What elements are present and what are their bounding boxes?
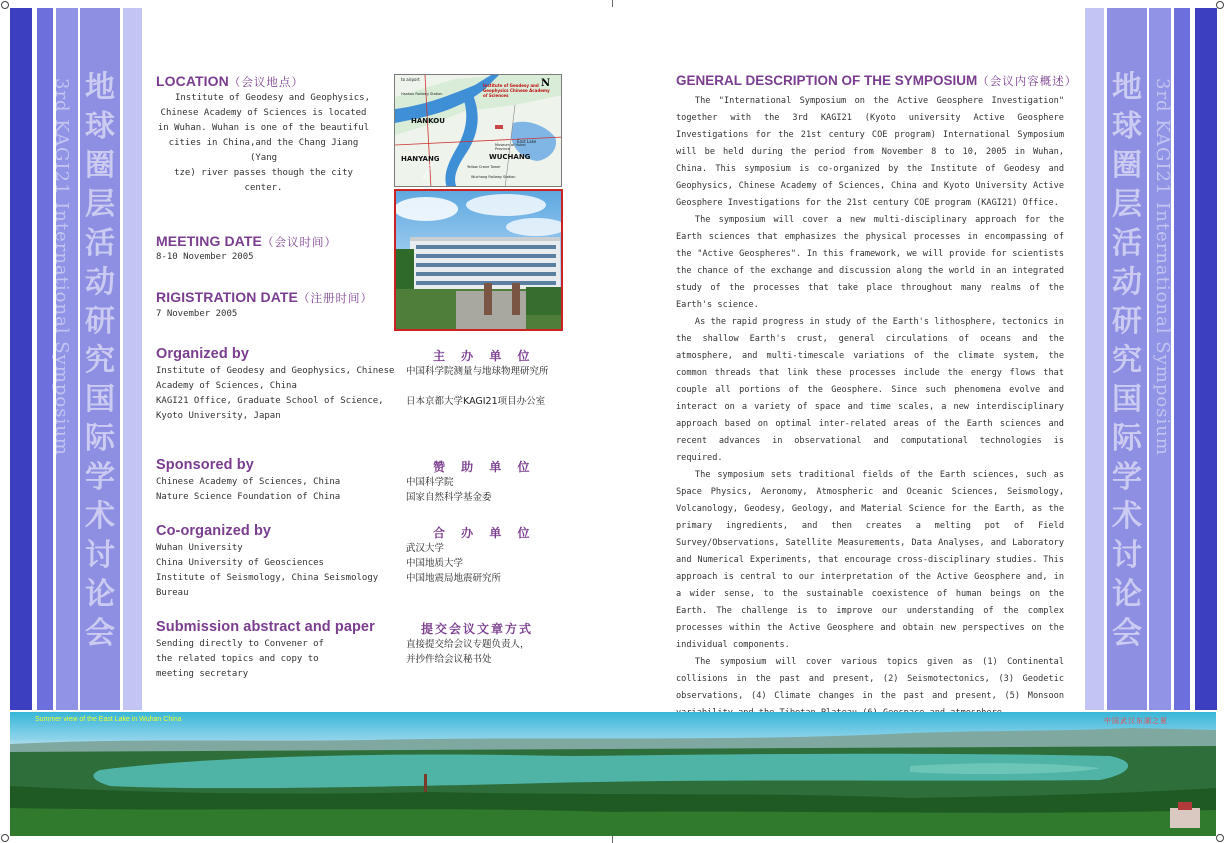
map-label-hankou: HANKOU [411,117,445,125]
submission-line: Sending directly to Convener of [156,639,324,649]
panorama-drawing [10,712,1216,836]
institute-building-photo [394,189,563,331]
panorama-caption-cn: 中国武汉东湖之夏 [1104,717,1168,725]
panorama-caption: Summer view of the East Lake in Wuhan China [35,716,182,723]
building-photo-drawing [396,191,561,329]
location-text [156,91,371,196]
coorganized-line: China University of Geosciences [156,558,324,568]
map-label-station-bottom: Wuchang Railway Station [471,175,516,179]
sponsored-cn-line: 国家自然科学基金委 [406,492,492,503]
location-line: cities in China,and the Chang Jiang (Yang [168,138,359,163]
coorganized-line: Wuhan University [156,543,243,553]
registration-date-value: 7 November 2005 [156,309,238,319]
left-vertical-english-title: 3rd KAGI21 International Symposium [51,78,72,456]
general-description-title-cn: （会议内容概述） [977,74,1078,88]
organized-cn-line-2: 日本京都大学KAGI21项目办公室 [406,396,546,407]
organized-heading-cn: 主 办 单 位 [433,349,536,363]
map-label-tower: Yellow Crane Tower [467,165,501,169]
submission-line: meeting secretary [156,669,249,679]
general-paragraph: The symposium will cover various topics given as (1) Continental collisions in the past and present, (2) Seismotectonics, (3) Geodetic observations, (4) Climate changes in the past and present, (5) Monsoon [676,657,1064,701]
coorganized-line: Bureau [156,588,189,598]
location-line: in Wuhan. Wuhan is one of the beautiful [157,123,370,133]
sponsored-line: Nature Science Foundation of China [156,492,341,502]
submission-heading-cn: 提交会议文章方式 [421,622,534,636]
submission-cn-line: 直接提交给会议专题负责人， [406,639,530,650]
submission-line: the related topics and copy to [156,654,319,664]
sponsored-cn-line: 中国科学院 [406,477,454,488]
right-vertical-chinese-title: 地球圈层活动研究国际学术讨论会 [1112,70,1142,651]
coorganized-cn-line: 武汉大学 [406,543,445,554]
submission-text [156,637,396,682]
location-heading [156,73,304,90]
fold-mark-top [612,0,613,7]
right-vertical-english-title: 3rd KAGI21 International Symposium [1152,78,1173,456]
general-description-heading [676,73,1077,89]
general-paragraph: As the rapid progress in study of the Earth's lithosphere, tectonics in the shallow Earth's crust, general circulations of oceans and the atmosphere, and multi-timescale variations of the climate system, the common threads that link these processes include the energy flows that couple all portions of the Geosphere. Since such phenomena evolve and interact on a variety of space and time scales, a new interdisciplinary approach based on optimal inter-related areas of the Earth sciences and recent advances in observational and computational technologies is required. [676,317,1064,463]
meeting-date-value: 8-10 November 2005 [156,252,254,262]
general-paragraph: The symposium will cover a new multi-disciplinary approach for the Earth sciences that emphasizes the physical processes in encompassing of the "Active Geospheres". In this framework, we will provide for scientists the chance of the exchange and discussion along the world in an integrated study of the processes that take place throughout many realms of the Earth's science. [676,215,1064,310]
general-paragraph: The symposium sets traditional fields of the Earth sciences, such as Space Physics, Aeronomy, Atmospheric and Oceanic Sciences, Seismology, Volcanology, Geodesy, Geology, and Material Science for the Earth, as the primary ingredients, and then creates a melting pot of Field Survey/Observations, Satellite Measurements, Data Analyses, and Laboratory and Numerical Experiments, that encourage cross-disciplinary studies. This approach is central to our interpretation of the Active Geosphere and, in a wider sense, to the sustainable coexistence of human beings on the Earth. The challenge is to improve our understanding of the complex processes within the Active Geosphere and obtain new perspectives on the individual components. [676,470,1064,650]
sponsored-heading-cn: 赞 助 单 位 [433,460,536,474]
coorganized-line: Institute of Seismology, China Seismology [156,573,379,583]
location-line: tze) river passes though the city center. [174,168,353,193]
map-label-museum: Museum of Hubei Province [495,143,526,151]
organized-heading: Organized by [156,346,250,362]
crop-mark-bottom-left [1,834,9,842]
organized-line: Kyoto University, Japan [156,411,281,421]
location-title: LOCATION [156,73,229,89]
organized-line: Academy of Sciences, China [156,381,297,391]
location-line: Chinese Academy of Sciences is located [160,108,367,118]
map-label-institute: Institute of Geodesy and Geophysics Chinese Academy of Sciences [483,83,550,98]
submission-cn-line: 并抄件给会议秘书处 [406,654,492,665]
map-label-station-top: Hankou Railway Station [401,92,443,96]
crop-mark-top-left [1,1,9,9]
left-decorative-stripes [10,8,142,710]
crop-mark-top-right [1216,1,1224,9]
registration-date-heading [156,289,373,306]
sponsored-heading: Sponsored by [156,457,254,473]
organized-cn-line-1: 中国科学院测量与地球物理研究所 [406,366,549,377]
map-label-east-lake: East Lake [517,139,537,144]
general-paragraph: The "International Symposium on the Active Geosphere Investigation" together with the 3rd KAGI21 (Kyoto university Active Geosphere Investigations for the 21st century COE program) International Symposium will be held during the period from November 8 to 10, 2005 in Wuhan, China. This symposium is co-organized by the Institute of Geodesy and Geophysics, Chinese Academy of Sciences, China and Kyoto University Active Geosphere Investigations for the 21st century COE program (KAGI21) Office. [676,96,1064,208]
general-description-title: GENERAL DESCRIPTION OF THE SYMPOSIUM [676,73,978,88]
location-title-cn: （会议地点） [228,75,304,89]
registration-date-title: RIGISTRATION DATE [156,289,298,305]
organized-line: Institute of Geodesy and Geophysics, Chinese [156,366,395,376]
meeting-date-title: MEETING DATE [156,233,262,249]
submission-heading: Submission abstract and paper [156,619,375,635]
east-lake-panorama [10,712,1216,836]
fold-mark-bottom [612,836,613,843]
coorganized-text [156,541,396,601]
map-label-river: Yangtze River [421,157,437,181]
meeting-date-title-cn: （会议时间） [261,235,337,249]
map-north-label: N [541,78,551,89]
right-decorative-stripes [1085,8,1217,710]
wuhan-location-map [394,74,562,187]
coorganized-cn-text [406,541,501,586]
sponsored-cn-text [406,475,492,505]
coorganized-cn-line: 中国地震局地震研究所 [406,573,502,584]
registration-date-title-cn: （注册时间） [297,291,373,305]
map-label-hanyang: HANYANG [401,155,440,163]
submission-cn-text [406,637,530,667]
coorganized-heading-cn: 合 办 单 位 [433,526,536,540]
coorganized-cn-line: 中国地质大学 [406,558,464,569]
map-label-wuchang: WUCHANG [489,153,531,161]
crop-mark-bottom-right [1216,834,1224,842]
organized-text [156,364,396,424]
location-line: Institute of Geodesy and Geophysics, [174,93,371,103]
sponsored-line: Chinese Academy of Sciences, China [156,477,341,487]
map-label-airport: to airport [401,77,420,82]
coorganized-heading: Co-organized by [156,523,272,539]
left-vertical-chinese-title: 地球圈层活动研究国际学术讨论会 [85,70,115,651]
general-description-body [676,93,1064,722]
sponsored-text [156,475,396,505]
meeting-date-heading [156,233,337,250]
organized-line: KAGI21 Office, Graduate School of Science, [156,396,384,406]
